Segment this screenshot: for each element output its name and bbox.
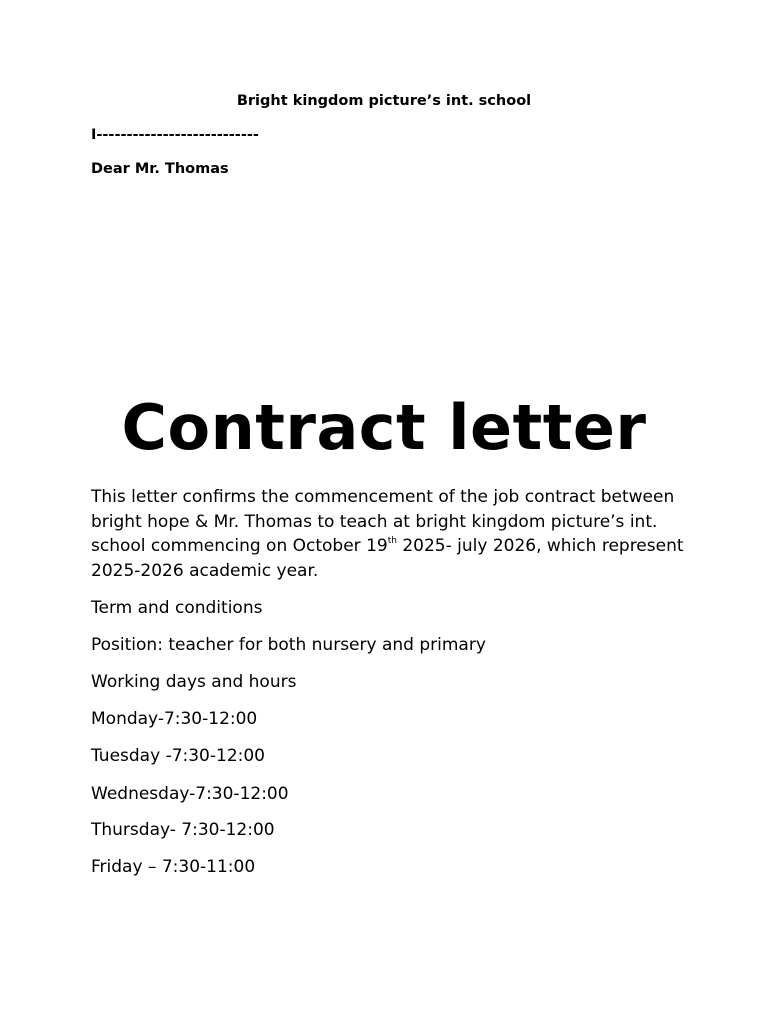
- salutation: Dear Mr. Thomas: [91, 161, 229, 177]
- recipient-line: I---------------------------: [91, 127, 259, 143]
- schedule-wednesday: Wednesday-7:30-12:00: [91, 784, 289, 804]
- terms-heading: Term and conditions: [91, 598, 263, 618]
- intro-text-part2: 2025- july 2026, which represent 2025-2026 academic year.: [91, 536, 684, 581]
- working-hours-heading: Working days and hours: [91, 672, 297, 692]
- intro-paragraph: [91, 485, 691, 583]
- schedule-friday: Friday – 7:30-11:00: [91, 857, 256, 877]
- school-name-header: Bright kingdom picture’s int. school: [236, 93, 532, 109]
- schedule-thursday: Thursday- 7:30-12:00: [91, 820, 275, 840]
- ordinal-superscript: th: [387, 536, 397, 547]
- schedule-tuesday: Tuesday -7:30-12:00: [91, 746, 266, 766]
- document-title: Contract letter: [121, 391, 647, 464]
- intro-text-part1: This letter confirms the commencement of the job contract between bright hope & Mr. Thomas to teach at bright kingdom picture’s int. school commencing on October 19: [91, 487, 675, 556]
- position-line: Position: teacher for both nursery and primary: [91, 635, 486, 655]
- schedule-monday: Monday-7:30-12:00: [91, 709, 258, 729]
